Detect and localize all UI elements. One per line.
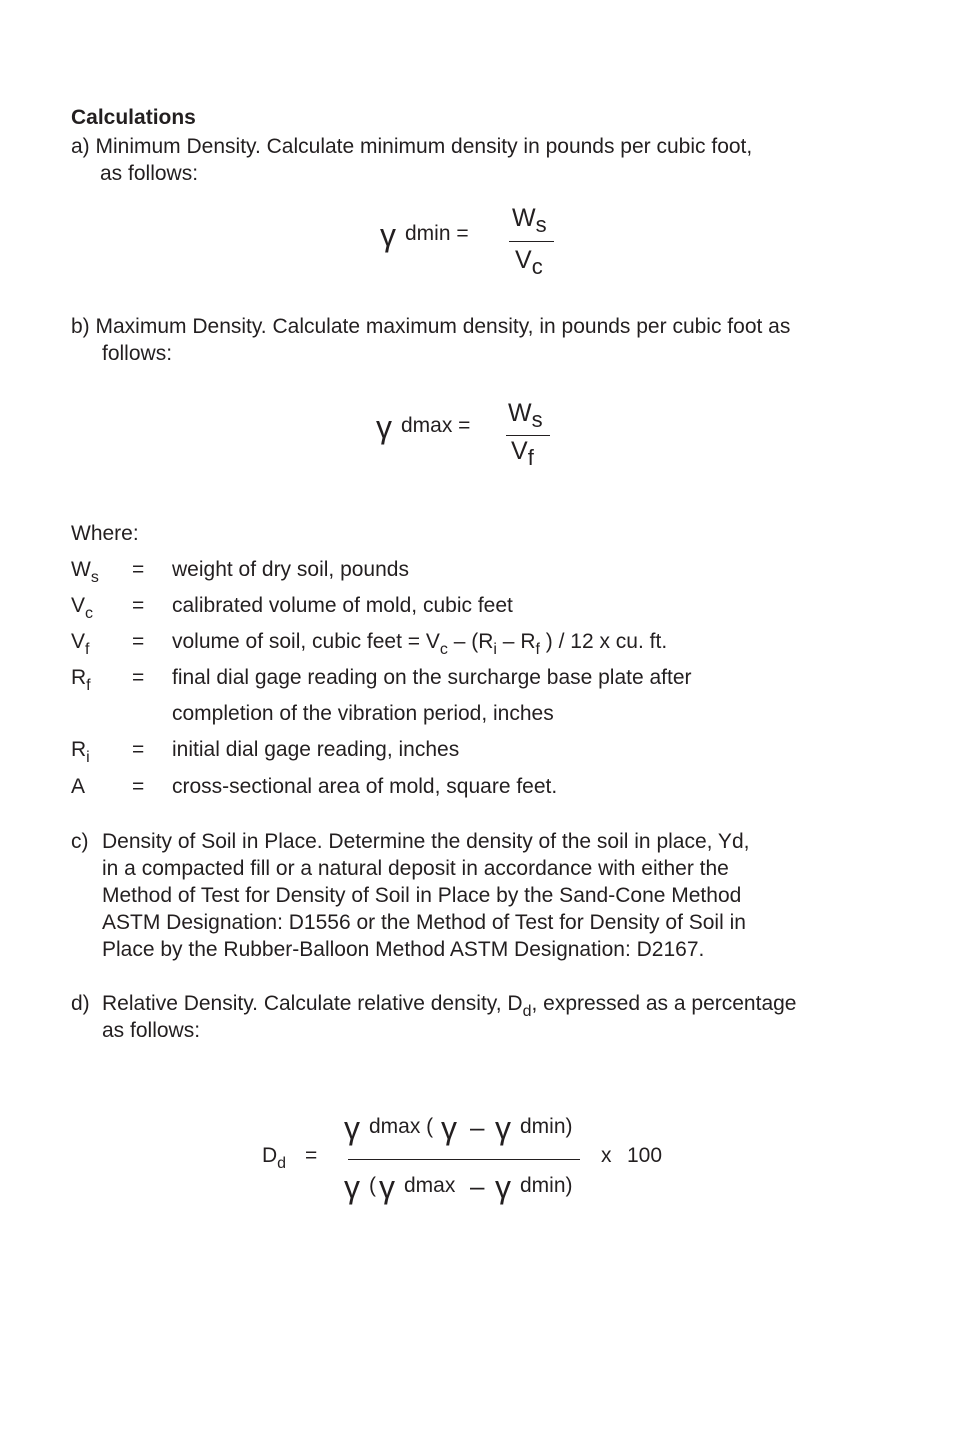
gamma-symbol: γ [441, 1110, 457, 1146]
formula-lhs: $D_d$ [262, 1144, 287, 1172]
section-c-label: c) [71, 830, 89, 853]
definition-symbol: $V_f$ [71, 630, 90, 658]
paragraph-line: Density of Soil in Place. Determine the density of the soil in place, Yd, [102, 830, 750, 853]
formula-denominator-text: dmin) [520, 1174, 573, 1197]
definition-symbol: $V_c$ [71, 594, 94, 622]
page-heading: Calculations [71, 106, 196, 129]
gamma-symbol: γ [344, 1110, 360, 1146]
times-sign: x [601, 1144, 612, 1167]
paragraph-line: ASTM Designation: D1556 or the Method of Test for Density of Soil in [102, 911, 746, 934]
where-label: Where: [71, 522, 139, 545]
definition-equals: = [132, 775, 145, 798]
definition-equals: = [132, 594, 145, 617]
formula-lhs: dmax = [401, 414, 471, 437]
gamma-symbol: γ [380, 217, 396, 253]
formula-lhs: dmin = [405, 222, 469, 245]
formula-numerator-text: dmax ( [369, 1115, 434, 1138]
definition-text-continued: completion of the vibration period, inches [172, 702, 554, 725]
gamma-symbol: γ [495, 1169, 511, 1205]
gamma-symbol: γ [379, 1169, 395, 1205]
definition-symbol: $R_i$ [71, 738, 90, 766]
definition-text: cross-sectional area of mold, square feet. [172, 775, 558, 798]
section-a-line-1: a) Minimum Density. Calculate minimum density in pounds per cubic foot, [71, 135, 753, 158]
definition-symbol: $R_f$ [71, 666, 91, 694]
definition-equals: = [132, 738, 145, 761]
definition-symbol: A [71, 775, 86, 798]
section-b-line-2: follows: [102, 342, 173, 365]
definition-text: initial dial gage reading, inches [172, 738, 460, 761]
gamma-symbol: γ [344, 1169, 360, 1205]
definition-equals: = [132, 666, 145, 689]
definition-equals: = [132, 558, 145, 581]
formula-factor: 100 [627, 1144, 663, 1167]
minus-sign: – [470, 1112, 485, 1142]
formula-denominator-text: ( [369, 1174, 376, 1197]
definition-text: volume of soil, cubic feet = $V_c - (R_i - R_f$ ) / 12 x cu. ft. [172, 630, 668, 658]
definition-text: weight of dry soil, pounds [172, 558, 409, 581]
definition-equals: = [132, 630, 145, 653]
paragraph-line: Place by the Rubber-Balloon Method ASTM Designation: D2167. [102, 938, 705, 961]
section-d-line-1: Relative Density. Calculate relative density, $D_d$, expressed as a percentage [102, 992, 797, 1020]
paragraph-line: Method of Test for Density of Soil in Place by the Sand-Cone Method [102, 884, 742, 907]
formula-numerator-text: dmin) [520, 1115, 573, 1138]
formula-numerator: Ws [508, 399, 543, 432]
formula-denominator-text: dmax [404, 1174, 456, 1197]
formula-denominator: Vc [515, 246, 543, 279]
fraction-bar [506, 435, 550, 436]
minus-sign: – [470, 1171, 485, 1201]
paragraph-line: in a compacted fill or a natural deposit in accordance with either the [102, 857, 729, 880]
formula-numerator: Ws [512, 204, 547, 237]
formula-equals: = [305, 1144, 318, 1167]
section-d-line-2: as follows: [102, 1019, 201, 1042]
section-c-paragraph [102, 828, 749, 963]
definition-text: calibrated volume of mold, cubic feet [172, 594, 513, 617]
fraction-bar [348, 1159, 580, 1160]
section-a-line-2: as follows: [100, 162, 199, 185]
section-b-line-1: b) Maximum Density. Calculate maximum density, in pounds per cubic foot as [71, 315, 791, 338]
definition-text: final dial gage reading on the surcharge base plate after [172, 666, 692, 689]
fraction-bar [509, 241, 554, 242]
definition-symbol: $W_s$ [71, 558, 99, 586]
formula-denominator: Vf [511, 437, 534, 470]
gamma-symbol: γ [376, 409, 392, 445]
section-d-label: d) [71, 992, 90, 1015]
gamma-symbol: γ [495, 1110, 511, 1146]
